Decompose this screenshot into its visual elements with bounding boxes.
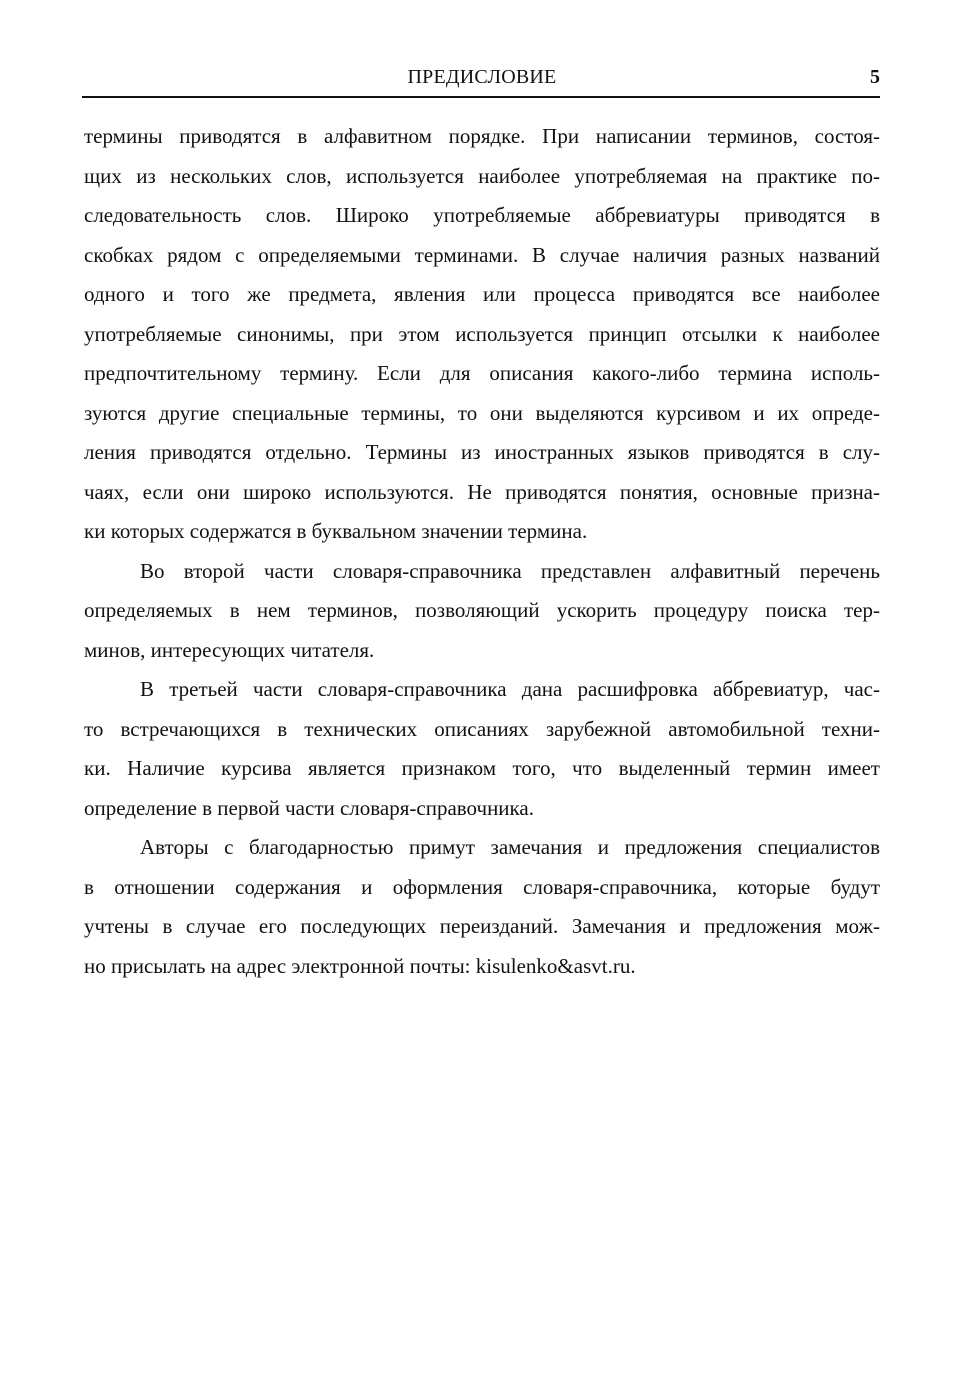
- text-line: употребляемые синонимы, при этом используется принцип отсылки к наиболее: [84, 321, 880, 346]
- text-line: в отношении содержания и оформления словаря-справочника, которые будут: [84, 874, 880, 899]
- text-line: определяемых в нем терминов, позволяющий ускорить процедуру поиска тер-: [84, 598, 880, 622]
- header-divider: [82, 96, 880, 98]
- text-line: то встречающихся в технических описаниях зарубежной автомобильной техни-: [84, 716, 880, 741]
- text-line: Во второй части словаря-справочника представлен алфавитный перечень: [140, 558, 880, 583]
- text-line: определение в первой части словаря-справочника.: [84, 795, 535, 820]
- text-line: следовательность слов. Широко употребляемые аббревиатуры приводятся в: [84, 203, 880, 227]
- text-line: ления приводятся отдельно. Термины из иностранных языков приводятся в слу-: [84, 440, 880, 464]
- text-line: ки. Наличие курсива является признаком того, что выделенный термин имеет: [84, 756, 880, 780]
- text-line: предпочтительному термину. Если для описания какого-либо термина исполь-: [84, 361, 880, 385]
- text-line: но присылать на адрес электронной почты: kisulenko&asvt.ru.: [84, 953, 636, 978]
- running-header: [84, 64, 880, 90]
- text-line: минов, интересующих читателя.: [84, 637, 375, 662]
- text-line: ки которых содержатся в буквальном значении термина.: [84, 519, 588, 543]
- text-line: одного и того же предмета, явления или процесса приводятся все наиболее: [84, 282, 880, 306]
- text-line: чаях, если они широко используются. Не приводятся понятия, основные призна-: [84, 479, 880, 504]
- text-line: термины приводятся в алфавитном порядке. При написании терминов, состоя-: [84, 124, 880, 148]
- text-line: В третьей части словаря-справочника дана расшифровка аббревиатур, час-: [140, 677, 880, 701]
- text-line: учтены в случае его последующих переизданий. Замечания и предложения мож-: [84, 914, 880, 938]
- text-line: щих из нескольких слов, используется наиболее употребляемая на практике по-: [84, 163, 880, 188]
- body-text: [84, 117, 880, 986]
- text-line: Авторы с благодарностью примут замечания и предложения специалистов: [140, 835, 880, 859]
- page-number: 5: [870, 66, 880, 88]
- running-header-title: ПРЕДИСЛОВИЕ: [407, 66, 557, 88]
- text-line: зуются другие специальные термины, то они выделяются курсивом и их опреде-: [84, 400, 880, 425]
- text-line: скобках рядом с определяемыми терминами. В случае наличия разных названий: [84, 242, 880, 267]
